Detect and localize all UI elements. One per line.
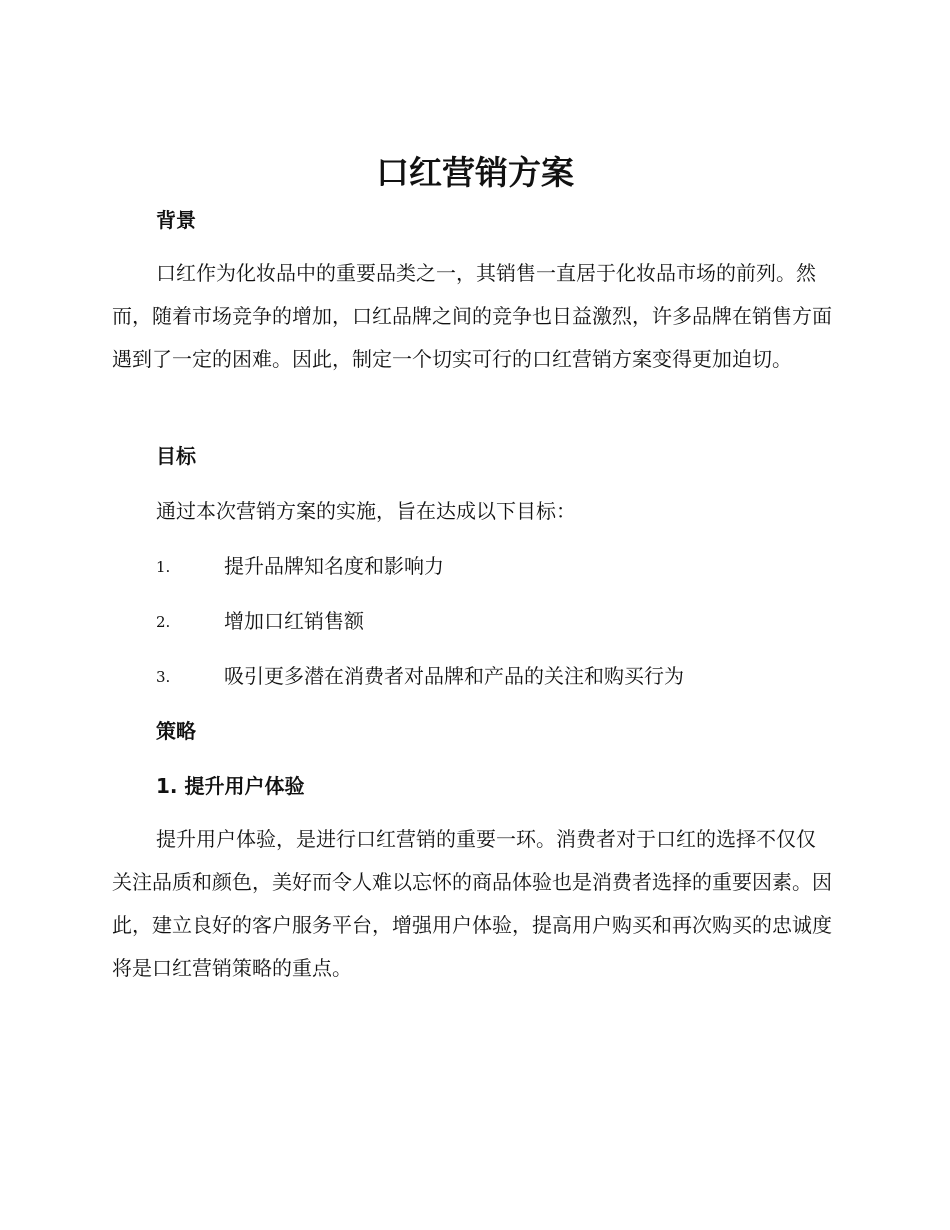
list-item-number: 1. (156, 558, 171, 576)
heading-strategy: 策略 (156, 719, 196, 743)
document-title: 口红营销方案 (376, 153, 574, 192)
strategy-paragraph: 提升用户体验，是进行口红营销的重要一环。消费者对于口红的选择不仅仅关注品质和颜色，美好而令人难以忘怀的商品体验也是消费者选择的重要因素。因此，建立良好的客户服务平台，增强用户体验，提高用户购买和再次购买的忠诚度将是口红营销策略的重点。 (112, 827, 832, 980)
heading-goals: 目标 (156, 444, 196, 468)
list-item-text: 提升品牌知名度和影响力 (224, 554, 444, 578)
background-paragraph: 口红作为化妆品中的重要品类之一，其销售一直居于化妆品市场的前列。然而，随着市场竞争的增加，口红品牌之间的竞争也日益激烈，许多品牌在销售方面遇到了一定的困难。因此，制定一个切实可行的口红营销方案变得更加迫切。 (112, 261, 832, 371)
list-item-number: 3. (156, 668, 171, 686)
list-item-text: 吸引更多潜在消费者对品牌和产品的关注和购买行为 (224, 664, 684, 688)
goals-intro: 通过本次营销方案的实施，旨在达成以下目标： (156, 499, 576, 523)
heading-background: 背景 (156, 208, 196, 232)
subheading-user-experience: 1. 提升用户体验 (156, 774, 305, 798)
list-item-text: 增加口红销售额 (224, 609, 364, 633)
list-item-number: 2. (156, 613, 171, 631)
